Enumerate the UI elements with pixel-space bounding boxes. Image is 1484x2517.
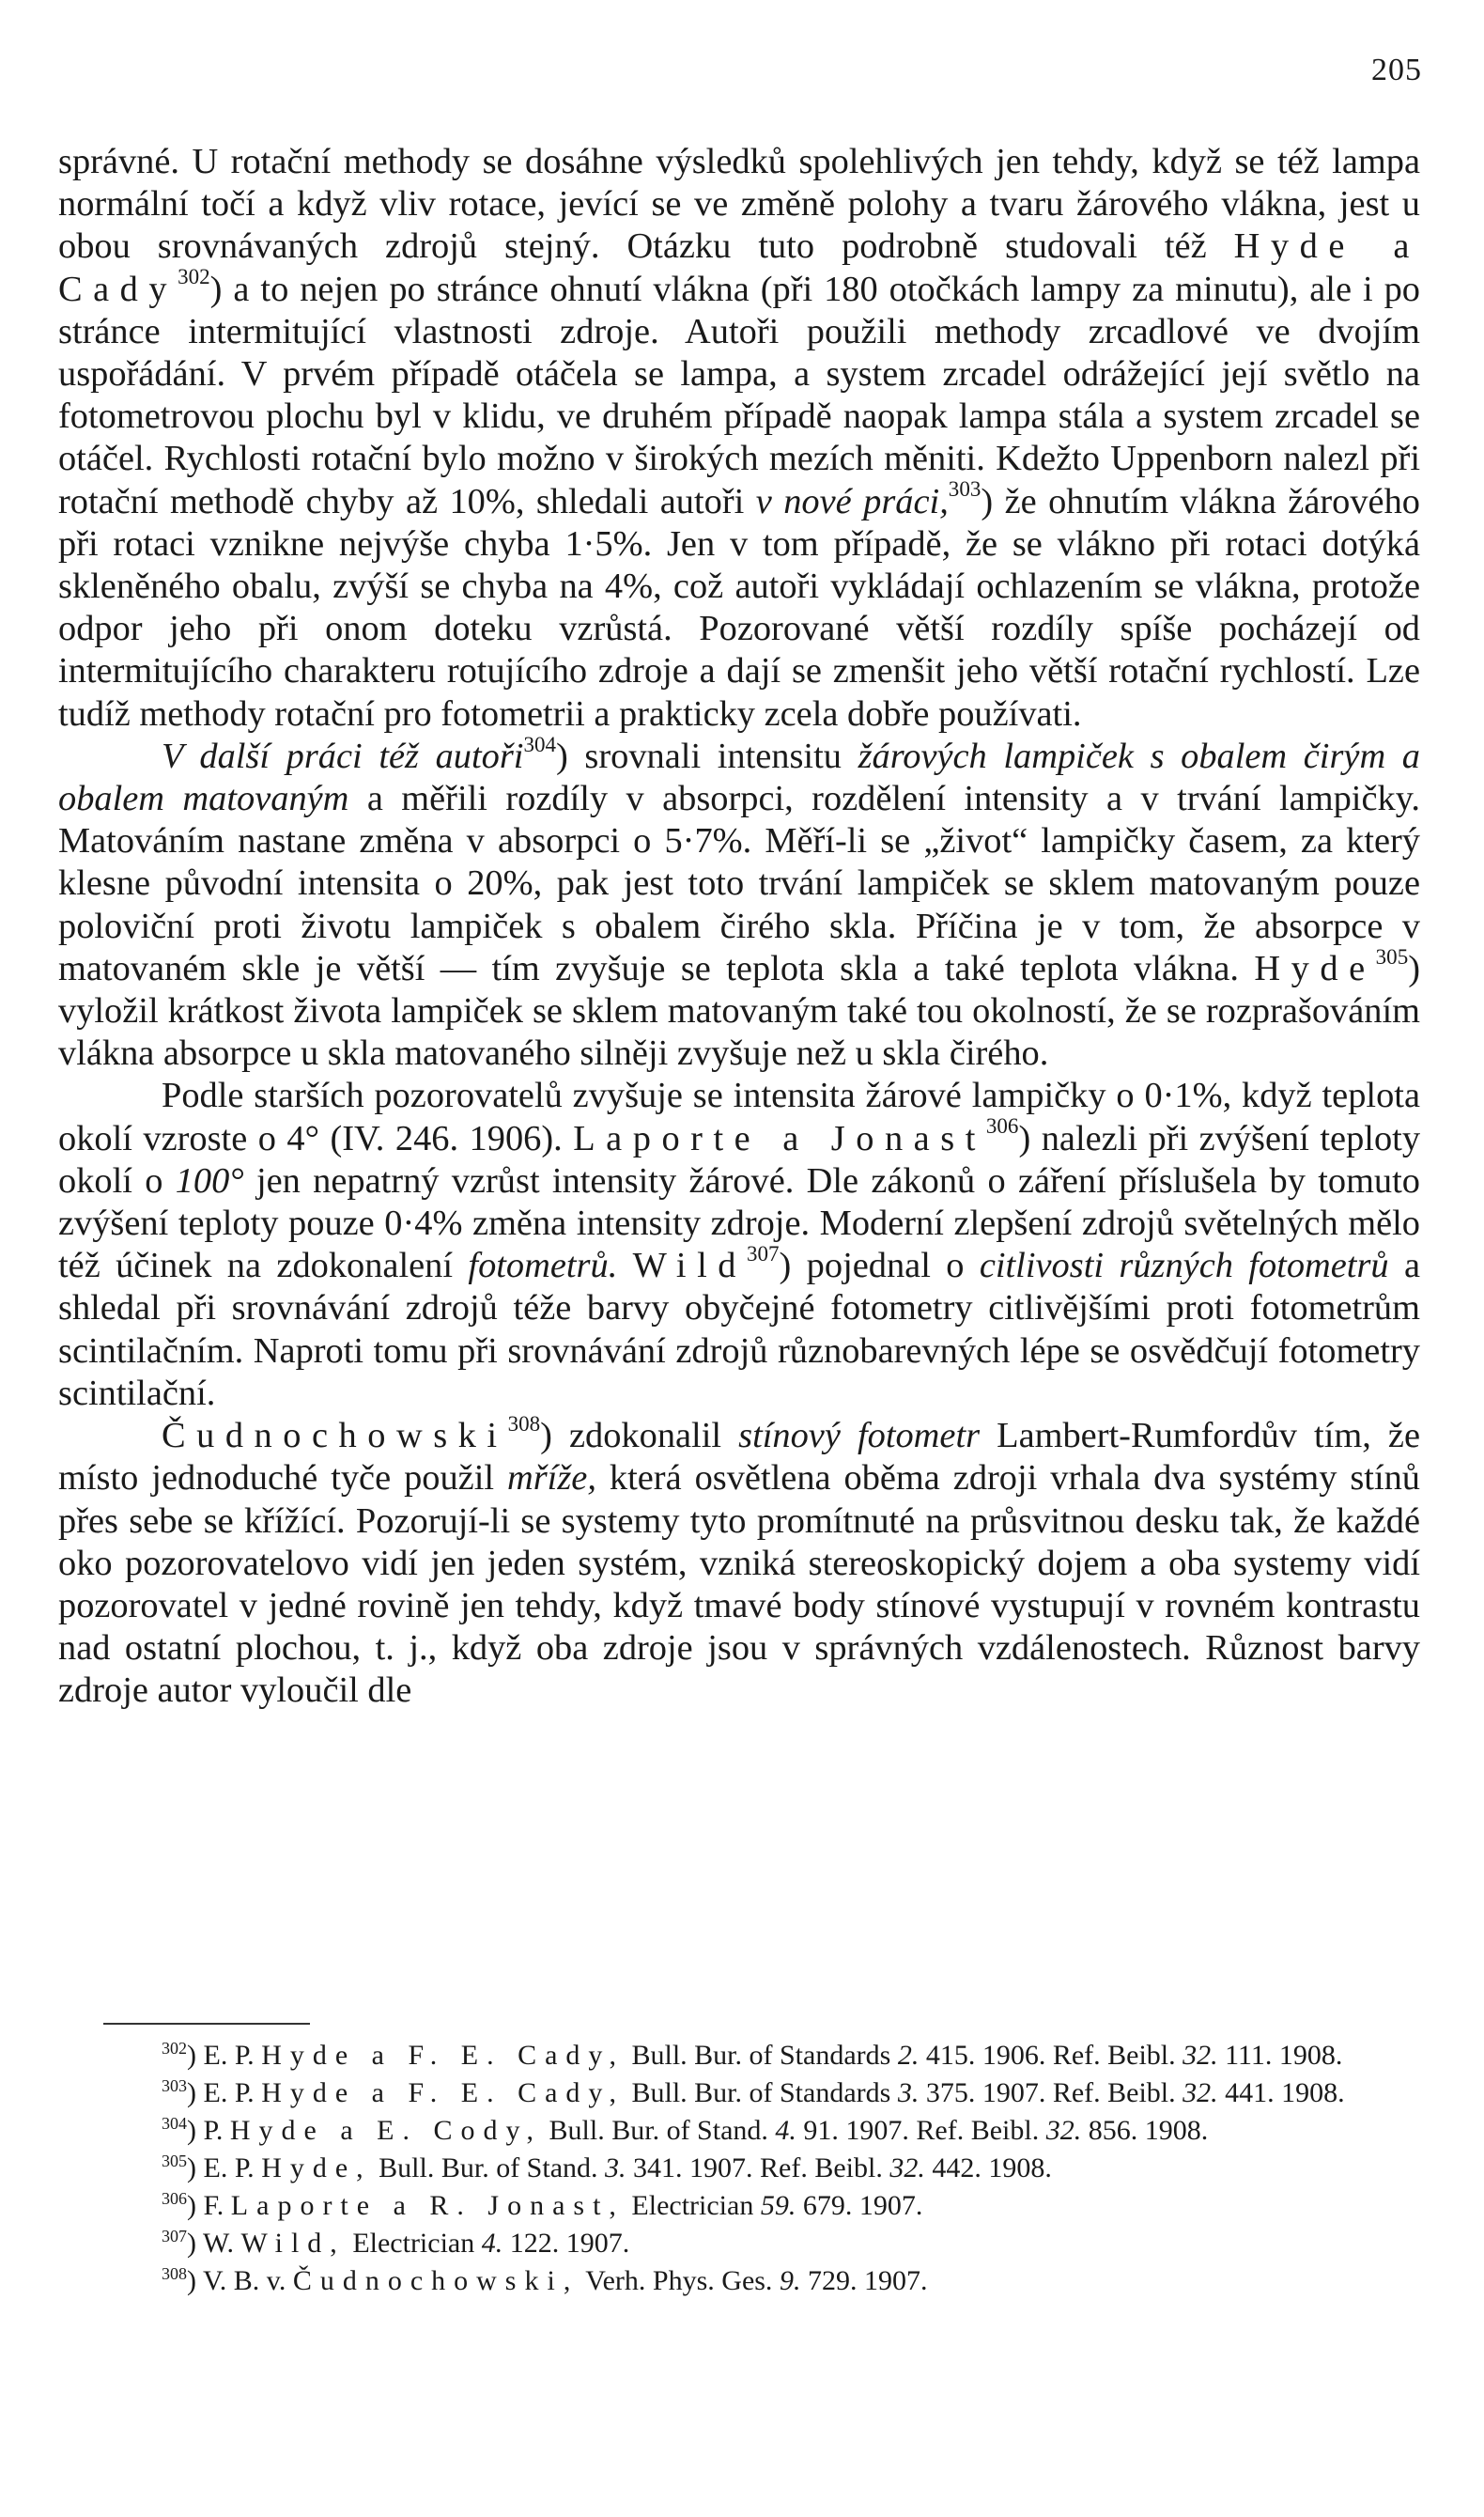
text-run: ) a to nejen po stránce ohnutí vlákna (při 180 otočkách lampy za minutu), ale i po stránce intermitující vlastnosti zdroje. Autoři použili methody zrcadlové ve dvojím uspořádání. V prvém případě otáčela se lampa, a system zrcadel odrážející její světlo na fotometrovou plochu byl v klidu, ve druhém případě naopak lampa stála a system zrcadel se otáčel. Rychlosti rotační bylo možno v širokých mezích měniti. Kdežto Uppenborn nalezl při rotační methodě chyby až 10%, shledali autoři <box>58 269 1420 521</box>
italic-text: 100° <box>175 1160 244 1201</box>
text-run: ) nalezli při zvýšení teploty okolí o <box>58 1118 1421 1201</box>
footnote-number: 307 <box>162 2227 187 2245</box>
italic-text: 32. <box>889 2152 925 2183</box>
footnote-paren: ) <box>187 2228 203 2259</box>
footnote <box>58 2225 1420 2262</box>
text-run: W. <box>202 2228 241 2259</box>
spaced-name: Čudnochowski, <box>292 2265 580 2296</box>
footnote-number: 306 <box>162 2189 187 2208</box>
text-run: Bull. Bur. of Stand. <box>371 2152 606 2183</box>
text-run: Electrician <box>345 2228 482 2259</box>
italic-text: 3. <box>897 2077 920 2108</box>
text-run: V. B. v. <box>202 2265 293 2296</box>
footnote-ref: 304 <box>523 731 557 756</box>
text-run: 679. 1907. <box>796 2190 923 2221</box>
italic-text: v nové práci, <box>755 481 949 521</box>
text-run: ) zdokonalil <box>540 1416 739 1456</box>
footnote-ref: 305 <box>1375 943 1409 969</box>
text-run: ) vyložil krátkost života lampiček se sklem matovaným také tou okolností, že se rozprašováním vlákna absorpce u skla matovaného silněji zvyšuje než u skla čirého. <box>58 948 1420 1074</box>
footnote-ref: 307 <box>746 1241 780 1266</box>
footnote <box>58 2037 1420 2074</box>
italic-text: 4. <box>481 2228 503 2259</box>
footnote-paren: ) <box>187 2115 204 2146</box>
footnotes <box>58 2037 1420 2300</box>
footnote-number: 302 <box>162 2039 187 2058</box>
footnote-paren: ) <box>187 2077 204 2108</box>
text-run: správné. U rotační methody se dosáhne výsledků spolehlivých jen tehdy, když se též lampa normální točí a když vliv rotace, jevící se ve změně polohy a tvaru žárového vlákna, jest u obou srovnávaných zdrojů stejný. Otázku tuto podrobně studovali též <box>58 142 1420 267</box>
text-run: 111. 1908. <box>1217 2040 1343 2071</box>
italic-text: stínový fotometr <box>738 1416 981 1456</box>
paragraph <box>58 1410 1421 1712</box>
paragraph <box>58 1075 1420 1415</box>
page-number: 205 <box>1371 53 1422 87</box>
italic-text: 32. <box>1183 2040 1218 2071</box>
footnote-number: 303 <box>162 2076 187 2095</box>
text-run: Bull. Bur. of Standards <box>624 2077 898 2108</box>
paragraph <box>58 731 1421 1076</box>
text-run: Lambert-Rumfordův tím, že místo jednoduché tyče použil <box>58 1416 1420 1499</box>
text-run: ) pojednal o <box>779 1246 980 1286</box>
text-run: Bull. Bur. of Standards <box>624 2040 898 2071</box>
footnote <box>58 2150 1420 2187</box>
footnote <box>58 2262 1420 2300</box>
spaced-name: Čudnochowski <box>162 1416 508 1456</box>
footnote-divider <box>103 2023 310 2025</box>
text-run: 122. 1907. <box>502 2228 630 2259</box>
italic-text: 3. <box>605 2152 626 2183</box>
italic-text: 9. <box>779 2265 801 2296</box>
italic-text: 32. <box>1183 2077 1218 2108</box>
footnote <box>58 2074 1420 2112</box>
spaced-name: Hyde <box>1254 948 1376 988</box>
spaced-name: Hyde a F. E. Cady, <box>261 2077 625 2108</box>
spaced-name: Laporte a R. Jonast, <box>230 2190 625 2221</box>
spaced-name: Wild <box>632 1246 747 1286</box>
text-run: E. P. <box>203 2152 262 2183</box>
footnote-paren: ) <box>187 2265 203 2296</box>
footnote-ref: 302 <box>178 264 210 289</box>
paragraph <box>58 141 1420 736</box>
spaced-name: Hyde, <box>261 2152 372 2183</box>
footnote-paren: ) <box>187 2152 204 2183</box>
footnote-number: 304 <box>162 2114 187 2133</box>
text-run: ) že ohnutím vlákna žárového při rotaci vznikne nejvýše chyba 1·5%. Jen v tom případě, že se vlákno při rotaci dotýká skleněného obalu, zvýší se chyba na 4%, což autoři vykládají ochlazením se vlákna, protože odpor jeho při onom doteku vzrůstá. Pozorované větší rozdíly spíše pocházejí od intermitujícího charakteru rotujícího zdroje a dají se zmenšit jeho větší rotační rychlostí. Lze tudíž methody rotační pro fotometrii a prakticky zcela dobře používati. <box>58 481 1420 734</box>
text-run: E. P. <box>203 2040 262 2071</box>
spaced-name: Hyde a E. Cody, <box>229 2115 543 2146</box>
italic-text: 32. <box>1045 2115 1082 2146</box>
text-run: 442. 1908. <box>924 2152 1052 2183</box>
italic-text: 4. <box>775 2115 796 2146</box>
text-run: 341. 1907. Ref. Beibl. <box>626 2152 890 2183</box>
text-run: jen nepatrný vzrůst intensity žárové. Dle zákonů o záření příslušela by tomuto zvýšení teploty pouze 0·4% změna intensity zdroje. Moderní zlepšení zdrojů světelných mělo též účinek na zdokonalení <box>58 1160 1420 1286</box>
spaced-name: Laporte a Jonast <box>573 1118 986 1158</box>
text-run: 91. 1907. Ref. Beibl. <box>796 2115 1046 2146</box>
italic-text: citlivosti různých fotometrů <box>979 1246 1389 1286</box>
text-run: ) srovnali intensitu <box>556 736 858 776</box>
italic-text: 2. <box>897 2040 920 2071</box>
text-run: 415. 1906. Ref. Beibl. <box>919 2040 1183 2071</box>
text-run: 375. 1907. Ref. Beibl. <box>919 2077 1183 2108</box>
footnote-paren: ) <box>187 2190 204 2221</box>
text-run: Podle starších pozorovatelů zvyšuje se intensita žárové lampičky o 0·1%, když teplota okolí vzroste o 4° (IV. 246. 1906). <box>58 1076 1420 1158</box>
text-run: a měřili rozdíly v absorpci, rozdělení intensity a v trvání lampičky. Matováním nastane změna v absorpci o 5·7%. Měří-li se „život“ lampičky časem, za který klesne původní intensita o 20%, pak jest toto trvání lampiček se sklem matovaným pouze poloviční proti životu lampiček s obalem čirého skla. Příčina je v tom, že absorpce v matovaném skle je větší — tím zvyšuje se teplota skla a také teplota vlákna. <box>58 779 1421 988</box>
italic-text: mříže, <box>507 1458 596 1499</box>
text-run: která osvětlena oběma zdroji vrhala dva systémy stínů přes sebe se křížící. Pozorují-li se systemy tyto promítnuté na průsvitnou desku tak, že každé oko pozorovatelovo vidí jen jeden systém, vzniká stereoskopický dojem a oba systemy vidí pozorovatel v jedné rovině jen tehdy, když tmavé body stínové vystupují v rovném kontrastu nad ostatní plochou, t. j., když oba zdroje jsou v správných vzdálenostech. Různost barvy zdroje autor vyloučil dle <box>58 1458 1421 1711</box>
text-run: P. <box>203 2115 230 2146</box>
text-run: Bull. Bur. of Stand. <box>542 2115 776 2146</box>
spaced-name: Hyde a F. E. Cady, <box>261 2040 625 2071</box>
footnote-ref: 303 <box>948 476 982 502</box>
italic-text: fotometrů. <box>468 1246 618 1286</box>
text-run: Verh. Phys. Ges. <box>579 2265 780 2296</box>
text-run: Electrician <box>624 2190 761 2221</box>
italic-text: V další práci též autoři <box>162 736 524 776</box>
footnote-number: 305 <box>162 2152 187 2170</box>
footnote-number: 308 <box>162 2264 187 2283</box>
footnote-ref: 308 <box>507 1410 541 1436</box>
spaced-name: Wild, <box>240 2228 346 2259</box>
main-text <box>58 141 1420 1713</box>
italic-text: 59. <box>760 2190 796 2221</box>
text-run: 441. 1908. <box>1217 2077 1345 2108</box>
footnote <box>58 2187 1420 2225</box>
text-run: 856. 1908. <box>1081 2115 1209 2146</box>
text-run: a shledal při srovnávání zdrojů téže barvy obyčejné fotometry citlivějšími proti fotometrům scintilačním. Naproti tomu při srovnávání zdrojů různobarevných lépe se osvědčují fotometry scintilační. <box>58 1246 1420 1413</box>
footnote-ref: 306 <box>985 1113 1019 1139</box>
text-run: 729. 1907. <box>800 2265 928 2296</box>
text-run <box>617 1246 632 1285</box>
text-run: E. P. <box>203 2077 262 2108</box>
spaced-name: Hyde a Cady <box>58 226 1420 309</box>
italic-text: žárových lampiček s obalem čirým a obalem matovaným <box>58 736 1420 819</box>
footnote <box>58 2112 1420 2150</box>
text-run: F. <box>203 2190 231 2221</box>
footnote-paren: ) <box>187 2040 204 2071</box>
